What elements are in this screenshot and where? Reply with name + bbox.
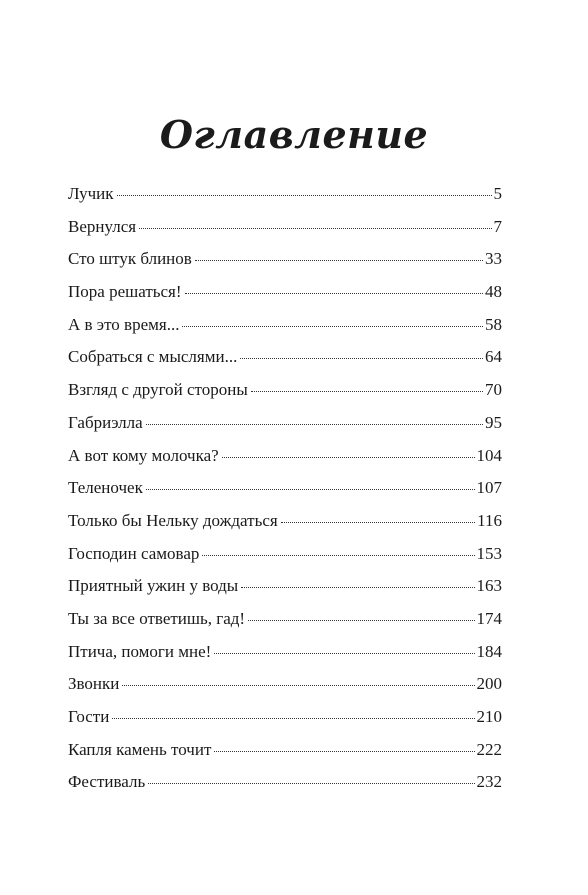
toc-entry-title: Звонки <box>68 674 120 694</box>
toc-page-number: 33 <box>485 249 502 269</box>
toc-dot-leader <box>122 685 474 686</box>
toc-entry-title: Собраться с мыслями... <box>68 347 238 367</box>
toc-dot-leader <box>117 195 492 196</box>
toc-dot-leader <box>112 718 474 719</box>
toc-page-number: 163 <box>476 576 502 596</box>
toc-page-number: 107 <box>476 478 502 498</box>
toc-dot-leader <box>248 620 474 621</box>
toc-entry-title: Сто штук блинов <box>68 249 192 269</box>
toc-list <box>68 184 502 805</box>
toc-page-number: 64 <box>485 347 502 367</box>
toc-entry-title: Пора решаться! <box>68 282 182 302</box>
toc-entry-title: Вернулся <box>68 216 137 236</box>
toc-entry <box>68 315 502 348</box>
toc-page-number: 70 <box>485 380 502 400</box>
toc-entry <box>68 347 502 380</box>
toc-dot-leader <box>281 522 475 523</box>
toc-entry <box>68 446 502 479</box>
toc-entry-title: Лучик <box>68 184 114 203</box>
toc-entry <box>68 576 502 609</box>
toc-page-number: 174 <box>476 608 502 628</box>
toc-entry <box>68 544 502 577</box>
toc-entry <box>68 380 502 413</box>
toc-dot-leader <box>148 783 474 784</box>
toc-dot-leader <box>214 653 474 654</box>
toc-entry-title: Фестиваль <box>68 772 146 792</box>
toc-entry-title: Гости <box>68 707 110 726</box>
toc-entry <box>68 511 502 544</box>
toc-page-number: 222 <box>476 739 502 759</box>
toc-entry <box>68 772 502 805</box>
toc-entry <box>68 609 502 642</box>
toc-entry-title: Господин самовар <box>68 543 200 563</box>
toc-dot-leader <box>202 555 474 556</box>
toc-dot-leader <box>146 489 475 490</box>
toc-entry <box>68 674 502 707</box>
toc-dot-leader <box>240 358 483 359</box>
toc-entry <box>68 707 502 740</box>
toc-page-number: 48 <box>485 282 502 302</box>
toc-entry <box>68 740 502 773</box>
toc-entry-title: Теленочек <box>68 478 143 498</box>
toc-entry-title: А вот кому молочка? <box>68 445 219 465</box>
toc-dot-leader <box>241 587 474 588</box>
toc-entry <box>68 282 502 315</box>
toc-entry <box>68 217 502 250</box>
toc-entry <box>68 249 502 282</box>
toc-page-number: 58 <box>485 314 502 334</box>
toc-page-number: 5 <box>493 184 502 203</box>
toc-page-number: 153 <box>476 543 502 563</box>
toc-page-number: 210 <box>476 707 502 726</box>
toc-entry-title: Только бы Нельку дождаться <box>68 510 278 530</box>
toc-dot-leader <box>195 260 483 261</box>
toc-entry-title: Взгляд с другой стороны <box>68 380 248 400</box>
toc-entry <box>68 184 502 217</box>
toc-entry-title: Капля камень точит <box>68 739 212 759</box>
toc-dot-leader <box>182 326 483 327</box>
toc-page-number: 95 <box>485 412 502 432</box>
toc-page-number: 232 <box>476 772 502 792</box>
toc-page-number: 200 <box>476 674 502 694</box>
toc-dot-leader <box>222 457 475 458</box>
toc-entry-title: Птича, помоги мне! <box>68 641 212 661</box>
toc-dot-leader <box>146 424 483 425</box>
toc-entry <box>68 478 502 511</box>
toc-entry-title: Ты за все ответишь, гад! <box>68 608 246 628</box>
toc-entry-title: Габриэлла <box>68 412 143 432</box>
toc-page-number: 184 <box>476 641 502 661</box>
toc-entry <box>68 413 502 446</box>
toc-page-number: 116 <box>477 510 502 530</box>
toc-entry-title: А в это время... <box>68 314 180 334</box>
toc-entry <box>68 642 502 675</box>
toc-dot-leader <box>139 228 491 229</box>
toc-entry-title: Приятный ужин у воды <box>68 576 239 596</box>
toc-dot-leader <box>185 293 483 294</box>
toc-page-number: 104 <box>476 445 502 465</box>
toc-page-number: 7 <box>493 216 502 236</box>
toc-heading: Оглавление <box>159 112 429 157</box>
toc-dot-leader <box>251 391 483 392</box>
toc-dot-leader <box>214 751 474 752</box>
